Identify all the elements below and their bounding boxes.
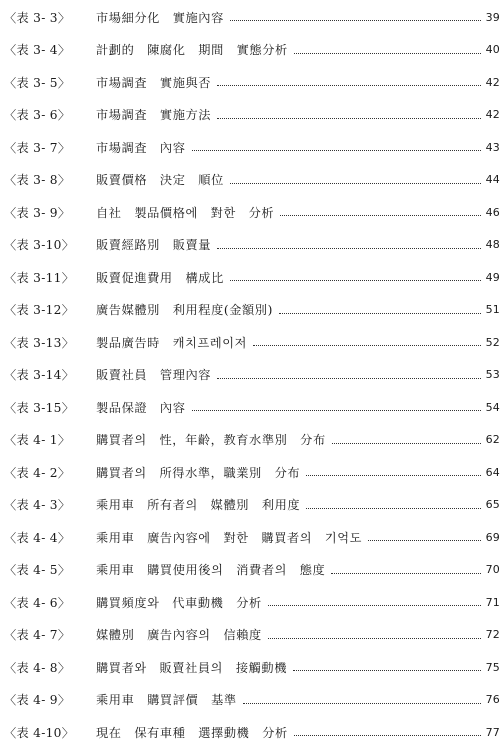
toc-entry[interactable] [4, 359, 500, 392]
table-number: 〈表 3- 8〉 [4, 173, 71, 188]
table-title: 販賣促進費用 構成比 [96, 270, 224, 285]
table-number: 〈表 4- 8〉 [4, 660, 71, 675]
table-number: 〈表 4- 3〉 [4, 498, 71, 513]
table-number: 〈表 3- 5〉 [4, 75, 71, 90]
toc-entry[interactable] [4, 716, 500, 749]
table-title: 現在 保有車種 選擇動機 分析 [96, 725, 288, 740]
toc-entry[interactable] [4, 391, 500, 424]
page-number: 69 [485, 530, 500, 544]
toc-entry[interactable] [4, 684, 500, 717]
toc-entry[interactable] [4, 424, 500, 457]
dot-leader [192, 149, 481, 151]
page-number: 40 [485, 43, 500, 57]
table-title: 市場調査 內容 [96, 140, 186, 155]
dot-leader [293, 669, 481, 671]
dot-leader [306, 507, 481, 509]
dot-leader [192, 409, 481, 411]
page-number: 65 [485, 498, 500, 512]
toc-entry[interactable] [4, 326, 500, 359]
page-number: 39 [485, 10, 500, 24]
dot-leader [279, 312, 481, 314]
table-number: 〈表 3- 6〉 [4, 108, 71, 123]
toc-entry[interactable] [4, 294, 500, 327]
table-title: 計劃的 陳腐化 期間 實態分析 [96, 43, 288, 58]
dot-leader [268, 637, 481, 639]
table-title: 販賣價格 決定 順位 [96, 173, 224, 188]
table-title: 購買頻度와 代車動機 分析 [96, 595, 262, 610]
toc-entry[interactable] [4, 521, 500, 554]
toc-entry[interactable] [4, 1, 500, 34]
table-title: 市場調査 實施與否 [96, 75, 212, 90]
dot-leader [268, 604, 481, 606]
dot-leader [294, 734, 481, 736]
table-title: 市場調査 實施方法 [96, 108, 212, 123]
dot-leader [306, 474, 481, 476]
page-number: 51 [485, 303, 500, 317]
table-number: 〈表 3- 4〉 [4, 43, 71, 58]
table-title: 販賣經路別 販賣量 [96, 238, 212, 253]
table-title: 廣告媒體別 利用程度(金額別) [96, 303, 273, 318]
dot-leader [217, 377, 481, 379]
page-number: 44 [485, 173, 500, 187]
table-number: 〈表 3-14〉 [4, 368, 75, 383]
table-number: 〈表 3-10〉 [4, 238, 75, 253]
dot-leader [253, 344, 481, 346]
dot-leader [280, 214, 481, 216]
toc-entry[interactable] [4, 34, 500, 67]
page-number: 70 [485, 563, 500, 577]
table-title: 製品保證 內容 [96, 400, 186, 415]
dot-leader [230, 19, 481, 21]
page-number: 64 [485, 465, 500, 479]
table-number: 〈表 4- 6〉 [4, 595, 71, 610]
page-number: 71 [485, 595, 500, 609]
table-number: 〈表 4-10〉 [4, 725, 75, 740]
page-number: 42 [485, 108, 500, 122]
dot-leader [217, 84, 481, 86]
toc-entry[interactable] [4, 261, 500, 294]
table-title: 購買者의 所得水準，職業別 分布 [96, 465, 301, 480]
table-title: 乘用車 購買評價 基準 [96, 693, 237, 708]
table-number: 〈表 4- 1〉 [4, 433, 71, 448]
table-number: 〈表 3-12〉 [4, 303, 75, 318]
toc-entry[interactable] [4, 66, 500, 99]
table-number: 〈表 4- 7〉 [4, 628, 71, 643]
dot-leader [230, 279, 481, 281]
table-title: 自社 製品價格에 對한 分析 [96, 205, 275, 220]
table-number: 〈表 3-13〉 [4, 335, 75, 350]
table-of-tables-list [4, 1, 500, 749]
table-number: 〈表 3-15〉 [4, 400, 75, 415]
toc-entry[interactable] [4, 99, 500, 132]
table-title: 製品廣告時 캐치프레이저 [96, 335, 247, 350]
page-number: 54 [485, 400, 500, 414]
toc-entry[interactable] [4, 651, 500, 684]
table-title: 販賣社員 管理內容 [96, 368, 212, 383]
page-number: 72 [485, 628, 500, 642]
page-number: 53 [485, 368, 500, 382]
dot-leader [331, 572, 481, 574]
table-title: 乘用車 購買使用後의 消費者의 態度 [96, 563, 326, 578]
toc-entry[interactable] [4, 619, 500, 652]
table-title: 乘用車 廣告內容에 對한 購買者의 기억도 [96, 530, 363, 545]
dot-leader [217, 247, 481, 249]
page-number: 75 [485, 660, 500, 674]
page-number: 48 [485, 238, 500, 252]
table-number: 〈表 4- 4〉 [4, 530, 71, 545]
toc-entry[interactable] [4, 586, 500, 619]
dot-leader [294, 52, 481, 54]
table-number: 〈表 4- 2〉 [4, 465, 71, 480]
table-number: 〈表 3- 3〉 [4, 10, 71, 25]
page-number: 76 [485, 693, 500, 707]
table-number: 〈表 4- 5〉 [4, 563, 71, 578]
toc-entry[interactable] [4, 164, 500, 197]
page-number: 49 [485, 270, 500, 284]
table-number: 〈表 4- 9〉 [4, 693, 71, 708]
toc-entry[interactable] [4, 489, 500, 522]
dot-leader [368, 539, 481, 541]
toc-entry[interactable] [4, 196, 500, 229]
page-number: 77 [485, 725, 500, 739]
page-number: 42 [485, 75, 500, 89]
table-number: 〈表 3-11〉 [4, 270, 75, 285]
toc-entry[interactable] [4, 229, 500, 262]
page-number: 46 [485, 205, 500, 219]
toc-entry[interactable] [4, 554, 500, 587]
table-title: 市場細分化 實施內容 [96, 10, 224, 25]
table-number: 〈表 3- 7〉 [4, 140, 71, 155]
page-number: 52 [485, 335, 500, 349]
table-title: 乘用車 所有者의 媒體別 利用度 [96, 498, 301, 513]
page-number: 62 [485, 433, 500, 447]
table-title: 購買者와 販賣社員의 接觸動機 [96, 660, 287, 675]
table-number: 〈表 3- 9〉 [4, 205, 71, 220]
toc-entry[interactable] [4, 456, 500, 489]
dot-leader [243, 702, 481, 704]
dot-leader [217, 117, 481, 119]
table-title: 媒體別 廣告內容의 信賴度 [96, 628, 262, 643]
table-title: 購買者의 性，年齡，教育水準別 分布 [96, 433, 326, 448]
dot-leader [230, 182, 481, 184]
dot-leader [332, 442, 481, 444]
page-number: 43 [485, 140, 500, 154]
toc-entry[interactable] [4, 131, 500, 164]
